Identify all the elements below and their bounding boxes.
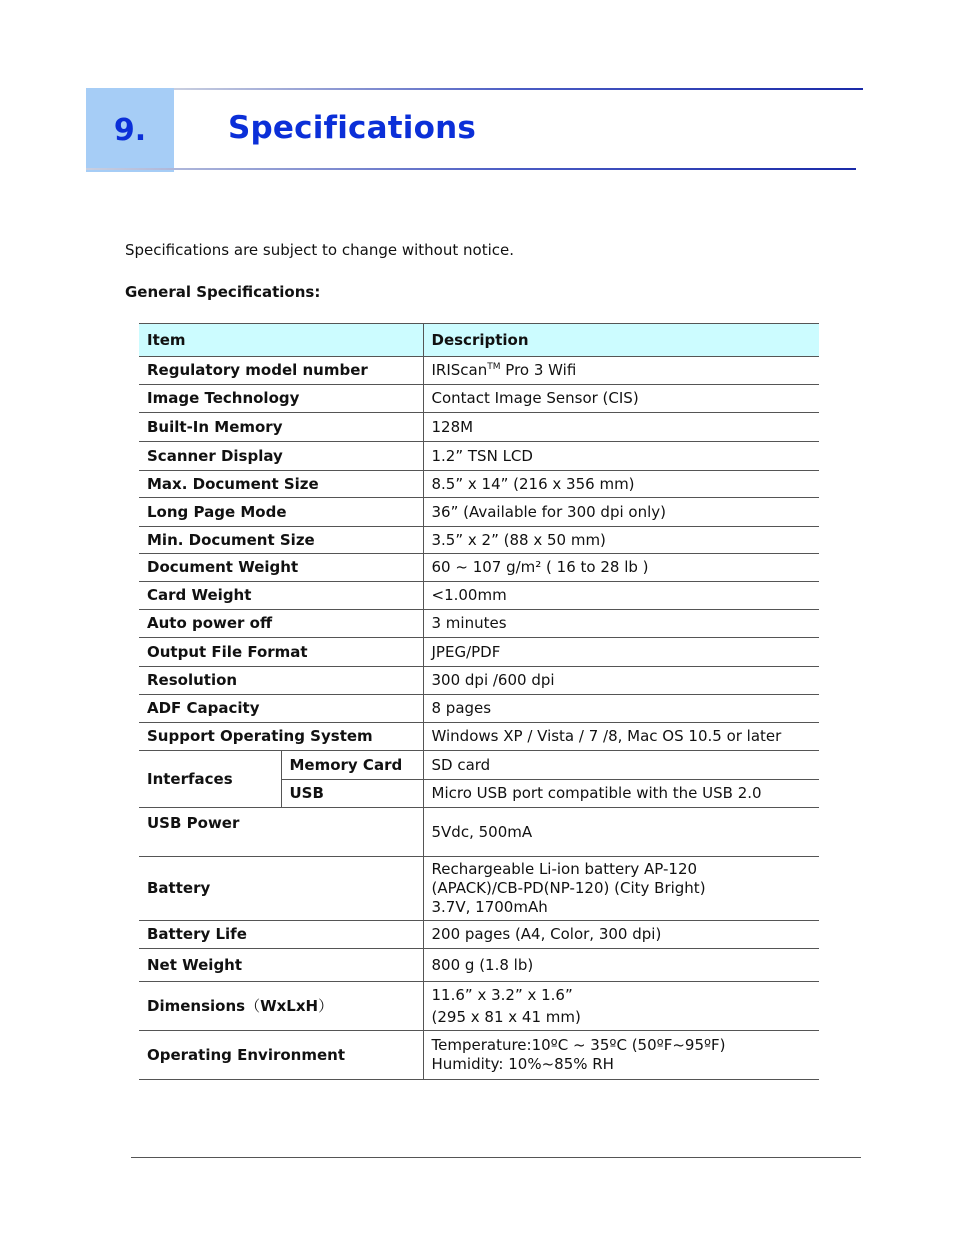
row-label: Long Page Mode: [139, 498, 423, 527]
environment-line: Humidity: 10%~85% RH: [431, 1055, 614, 1073]
row-label: [139, 982, 423, 1031]
table-row-interfaces: [139, 751, 819, 780]
row-value: JPEG/PDF: [423, 638, 819, 667]
intro-text: Specifications are subject to change without notice.: [125, 241, 514, 259]
header-item: Item: [139, 324, 423, 357]
row-value: 36” (Available for 300 dpi only): [423, 498, 819, 527]
battery-line: 3.7V, 1700mAh: [431, 898, 548, 916]
chapter-number: 9.: [113, 112, 147, 148]
row-value: 3.5” x 2” (88 x 50 mm): [423, 527, 819, 554]
table-row: [139, 921, 819, 949]
battery-line: Rechargeable Li-ion battery AP-120: [431, 860, 698, 878]
row-value: 60 ~ 107 g/m² ( 16 to 28 lb ): [423, 554, 819, 582]
row-value: 300 dpi /600 dpi: [423, 667, 819, 695]
row-value: 800 g (1.8 lb): [423, 949, 819, 982]
row-label: Scanner Display: [139, 442, 423, 471]
row-label: Image Technology: [139, 385, 423, 413]
interfaces-label: Interfaces: [139, 751, 281, 808]
row-label: Output File Format: [139, 638, 423, 667]
table-row: [139, 808, 819, 857]
row-label: Battery: [139, 857, 423, 921]
table-row: [139, 357, 819, 385]
table-row: [139, 442, 819, 471]
section-heading: General Specifications:: [125, 283, 321, 301]
chapter-title: Specifications: [228, 110, 477, 146]
paren-close: ）: [318, 996, 334, 1015]
model-suffix: Pro 3 Wifi: [500, 361, 577, 379]
row-value: <1.00mm: [423, 582, 819, 610]
table-row: [139, 498, 819, 527]
dimensions-axes: WxLxH: [260, 996, 319, 1015]
table-row: [139, 413, 819, 442]
row-label: Operating Environment: [139, 1031, 423, 1080]
header-description: Description: [423, 324, 819, 357]
row-label: Card Weight: [139, 582, 423, 610]
table-row: [139, 554, 819, 582]
header-rule-bottom: [86, 168, 856, 170]
dimensions-line: (295 x 81 x 41 mm): [431, 1007, 581, 1026]
table-header-row: [139, 324, 819, 357]
table-row: [139, 949, 819, 982]
paren-open: （: [245, 996, 261, 1015]
table-row: [139, 527, 819, 554]
table-row: [139, 1031, 819, 1080]
row-label: Min. Document Size: [139, 527, 423, 554]
row-label: Document Weight: [139, 554, 423, 582]
row-value: 128M: [423, 413, 819, 442]
table-row: [139, 471, 819, 498]
interface-usb-value: Micro USB port compatible with the USB 2.0: [423, 780, 819, 808]
interface-memory-card-label: Memory Card: [281, 751, 423, 780]
row-label: Max. Document Size: [139, 471, 423, 498]
table-row: [139, 667, 819, 695]
interface-usb-label: USB: [281, 780, 423, 808]
row-label: Regulatory model number: [139, 357, 423, 385]
row-value: Contact Image Sensor (CIS): [423, 385, 819, 413]
header-rule-top: [174, 88, 863, 90]
row-label: Resolution: [139, 667, 423, 695]
table-row: [139, 610, 819, 638]
model-name: IRIScan: [431, 361, 488, 379]
row-value: Windows XP / Vista / 7 /8, Mac OS 10.5 or later: [423, 723, 819, 751]
dimensions-label: Dimensions: [147, 996, 246, 1015]
dimensions-line: 11.6” x 3.2” x 1.6”: [431, 985, 573, 1004]
row-value: [423, 857, 819, 921]
row-value: [423, 982, 819, 1031]
battery-line: (APACK)/CB-PD(NP-120) (City Bright): [431, 879, 706, 897]
row-label: Battery Life: [139, 921, 423, 949]
row-label: ADF Capacity: [139, 695, 423, 723]
trademark-mark: TM: [487, 362, 501, 372]
row-value: 8.5” x 14” (216 x 356 mm): [423, 471, 819, 498]
table-row: [139, 723, 819, 751]
table-row: [139, 638, 819, 667]
table-row: [139, 582, 819, 610]
environment-line: Temperature:10ºC ~ 35ºC (50ºF~95ºF): [431, 1036, 726, 1054]
row-value: 200 pages (A4, Color, 300 dpi): [423, 921, 819, 949]
row-label: Support Operating System: [139, 723, 423, 751]
row-value: 8 pages: [423, 695, 819, 723]
chapter-number-box: [86, 88, 174, 172]
interface-memory-card-value: SD card: [423, 751, 819, 780]
row-label: Built-In Memory: [139, 413, 423, 442]
row-value: 1.2” TSN LCD: [423, 442, 819, 471]
row-label: Auto power off: [139, 610, 423, 638]
spec-table: [139, 323, 819, 1080]
row-value: 3 minutes: [423, 610, 819, 638]
row-label: USB Power: [139, 808, 423, 857]
row-label: Net Weight: [139, 949, 423, 982]
row-value: [423, 357, 819, 385]
table-row: [139, 385, 819, 413]
row-value: 5Vdc, 500mA: [423, 808, 819, 857]
row-value: [423, 1031, 819, 1080]
table-row: [139, 695, 819, 723]
footer-rule: [131, 1157, 861, 1158]
table-row: [139, 982, 819, 1031]
table-row: [139, 857, 819, 921]
